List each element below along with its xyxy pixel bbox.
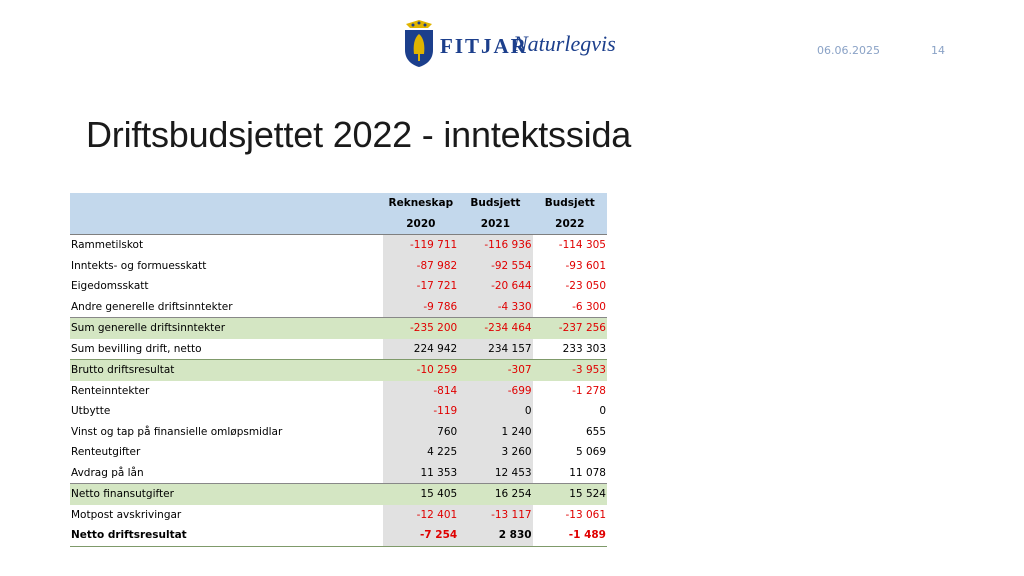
row-value: -234 464 bbox=[458, 318, 532, 339]
row-label: Eigedomsskatt bbox=[71, 280, 149, 293]
row-label: Vinst og tap på finansielle omløpsmidlar bbox=[71, 425, 283, 438]
table-row bbox=[70, 339, 607, 360]
header-cell: Rekneskap bbox=[383, 193, 458, 214]
table-row bbox=[70, 422, 607, 443]
table-row bbox=[70, 463, 607, 484]
header-year-cell: 2020 bbox=[383, 214, 458, 235]
row-label: Inntekts- og formuesskatt bbox=[71, 259, 207, 272]
row-label: Andre generelle driftsinntekter bbox=[70, 297, 383, 318]
header-cell: Budsjett bbox=[458, 193, 532, 214]
row-value: 655 bbox=[585, 425, 606, 438]
row-value: -93 601 bbox=[565, 259, 606, 272]
row-label: Netto finansutgifter bbox=[70, 484, 383, 505]
table-row bbox=[70, 381, 607, 402]
row-label: Renteinntekter bbox=[71, 384, 150, 397]
row-value: -119 bbox=[383, 401, 458, 422]
slide-number: 14 bbox=[931, 44, 945, 57]
fitjar-logo bbox=[400, 18, 620, 74]
row-value: 5 069 bbox=[575, 446, 606, 459]
row-value: 3 260 bbox=[458, 442, 532, 463]
row-value: -114 305 bbox=[558, 239, 606, 252]
row-label: Rammetilskot bbox=[71, 239, 144, 252]
row-value: 0 bbox=[458, 401, 532, 422]
row-label: Avdrag på lån bbox=[70, 463, 383, 484]
table-row bbox=[70, 318, 607, 339]
table-row bbox=[70, 442, 607, 463]
row-value: -1 489 bbox=[533, 525, 607, 546]
row-value: -814 bbox=[383, 381, 458, 402]
row-label: Utbytte bbox=[71, 405, 111, 418]
table-row bbox=[70, 235, 607, 256]
row-value: 16 254 bbox=[458, 484, 532, 505]
row-value: 224 942 bbox=[383, 339, 458, 360]
row-value: -1 278 bbox=[572, 384, 606, 397]
table-header-row-2 bbox=[70, 214, 607, 235]
table-row bbox=[70, 276, 607, 297]
row-label: Brutto driftsresultat bbox=[70, 360, 383, 381]
row-value: -235 200 bbox=[383, 318, 458, 339]
row-value: 4 225 bbox=[383, 442, 458, 463]
row-label: Renteutgifter bbox=[71, 446, 141, 459]
row-value: -13 117 bbox=[458, 505, 532, 526]
row-value: 12 453 bbox=[458, 463, 532, 484]
row-value: 233 303 bbox=[562, 342, 606, 355]
row-value: 234 157 bbox=[458, 339, 532, 360]
row-value: -3 953 bbox=[533, 360, 607, 381]
table-row bbox=[70, 256, 607, 277]
table-row bbox=[70, 297, 607, 318]
row-value: -13 061 bbox=[565, 508, 606, 521]
table-row bbox=[70, 484, 607, 505]
table-row bbox=[70, 525, 607, 546]
page-title: Driftsbudsjettet 2022 - inntektssida bbox=[86, 114, 632, 155]
row-value: -9 786 bbox=[383, 297, 458, 318]
row-value: -307 bbox=[458, 360, 532, 381]
header-cell-empty bbox=[70, 214, 383, 235]
row-value: -10 259 bbox=[383, 360, 458, 381]
row-value: 1 240 bbox=[458, 422, 532, 443]
row-value: -92 554 bbox=[458, 256, 532, 277]
budget-table bbox=[70, 193, 607, 547]
row-value: 2 830 bbox=[458, 525, 532, 546]
row-value: 0 bbox=[599, 405, 606, 418]
row-value: -87 982 bbox=[383, 256, 458, 277]
row-value: 11 353 bbox=[383, 463, 458, 484]
row-value: 15 524 bbox=[533, 484, 607, 505]
logo-brand-text: FITJAR bbox=[440, 34, 528, 58]
row-label: Netto driftsresultat bbox=[70, 525, 383, 546]
row-label: Sum bevilling drift, netto bbox=[71, 342, 202, 355]
header-year-cell: 2021 bbox=[458, 214, 532, 235]
header-year-cell: 2022 bbox=[533, 214, 607, 235]
row-value: -23 050 bbox=[565, 280, 606, 293]
slide-date: 06.06.2025 bbox=[817, 44, 880, 57]
row-value: -699 bbox=[458, 381, 532, 402]
table-header-row-1 bbox=[70, 193, 607, 214]
row-value: -119 711 bbox=[383, 235, 458, 256]
row-value: -6 300 bbox=[533, 297, 607, 318]
row-value: -7 254 bbox=[383, 525, 458, 546]
logo-tagline: Naturlegvis bbox=[513, 31, 616, 56]
coat-of-arms-icon bbox=[402, 20, 436, 68]
row-value: -237 256 bbox=[533, 318, 607, 339]
header-cell: Budsjett bbox=[533, 193, 607, 214]
row-label: Motpost avskrivingar bbox=[71, 508, 182, 521]
row-value: 760 bbox=[383, 422, 458, 443]
header-cell-empty bbox=[70, 193, 383, 214]
row-value: 11 078 bbox=[533, 463, 607, 484]
row-value: 15 405 bbox=[383, 484, 458, 505]
row-value: -12 401 bbox=[383, 505, 458, 526]
table-row bbox=[70, 505, 607, 526]
row-value: -116 936 bbox=[458, 235, 532, 256]
row-value: -20 644 bbox=[458, 276, 532, 297]
table-row bbox=[70, 360, 607, 381]
row-value: -17 721 bbox=[383, 276, 458, 297]
row-label: Sum generelle driftsinntekter bbox=[70, 318, 383, 339]
table-body bbox=[70, 235, 607, 547]
table-row bbox=[70, 401, 607, 422]
row-value: -4 330 bbox=[458, 297, 532, 318]
